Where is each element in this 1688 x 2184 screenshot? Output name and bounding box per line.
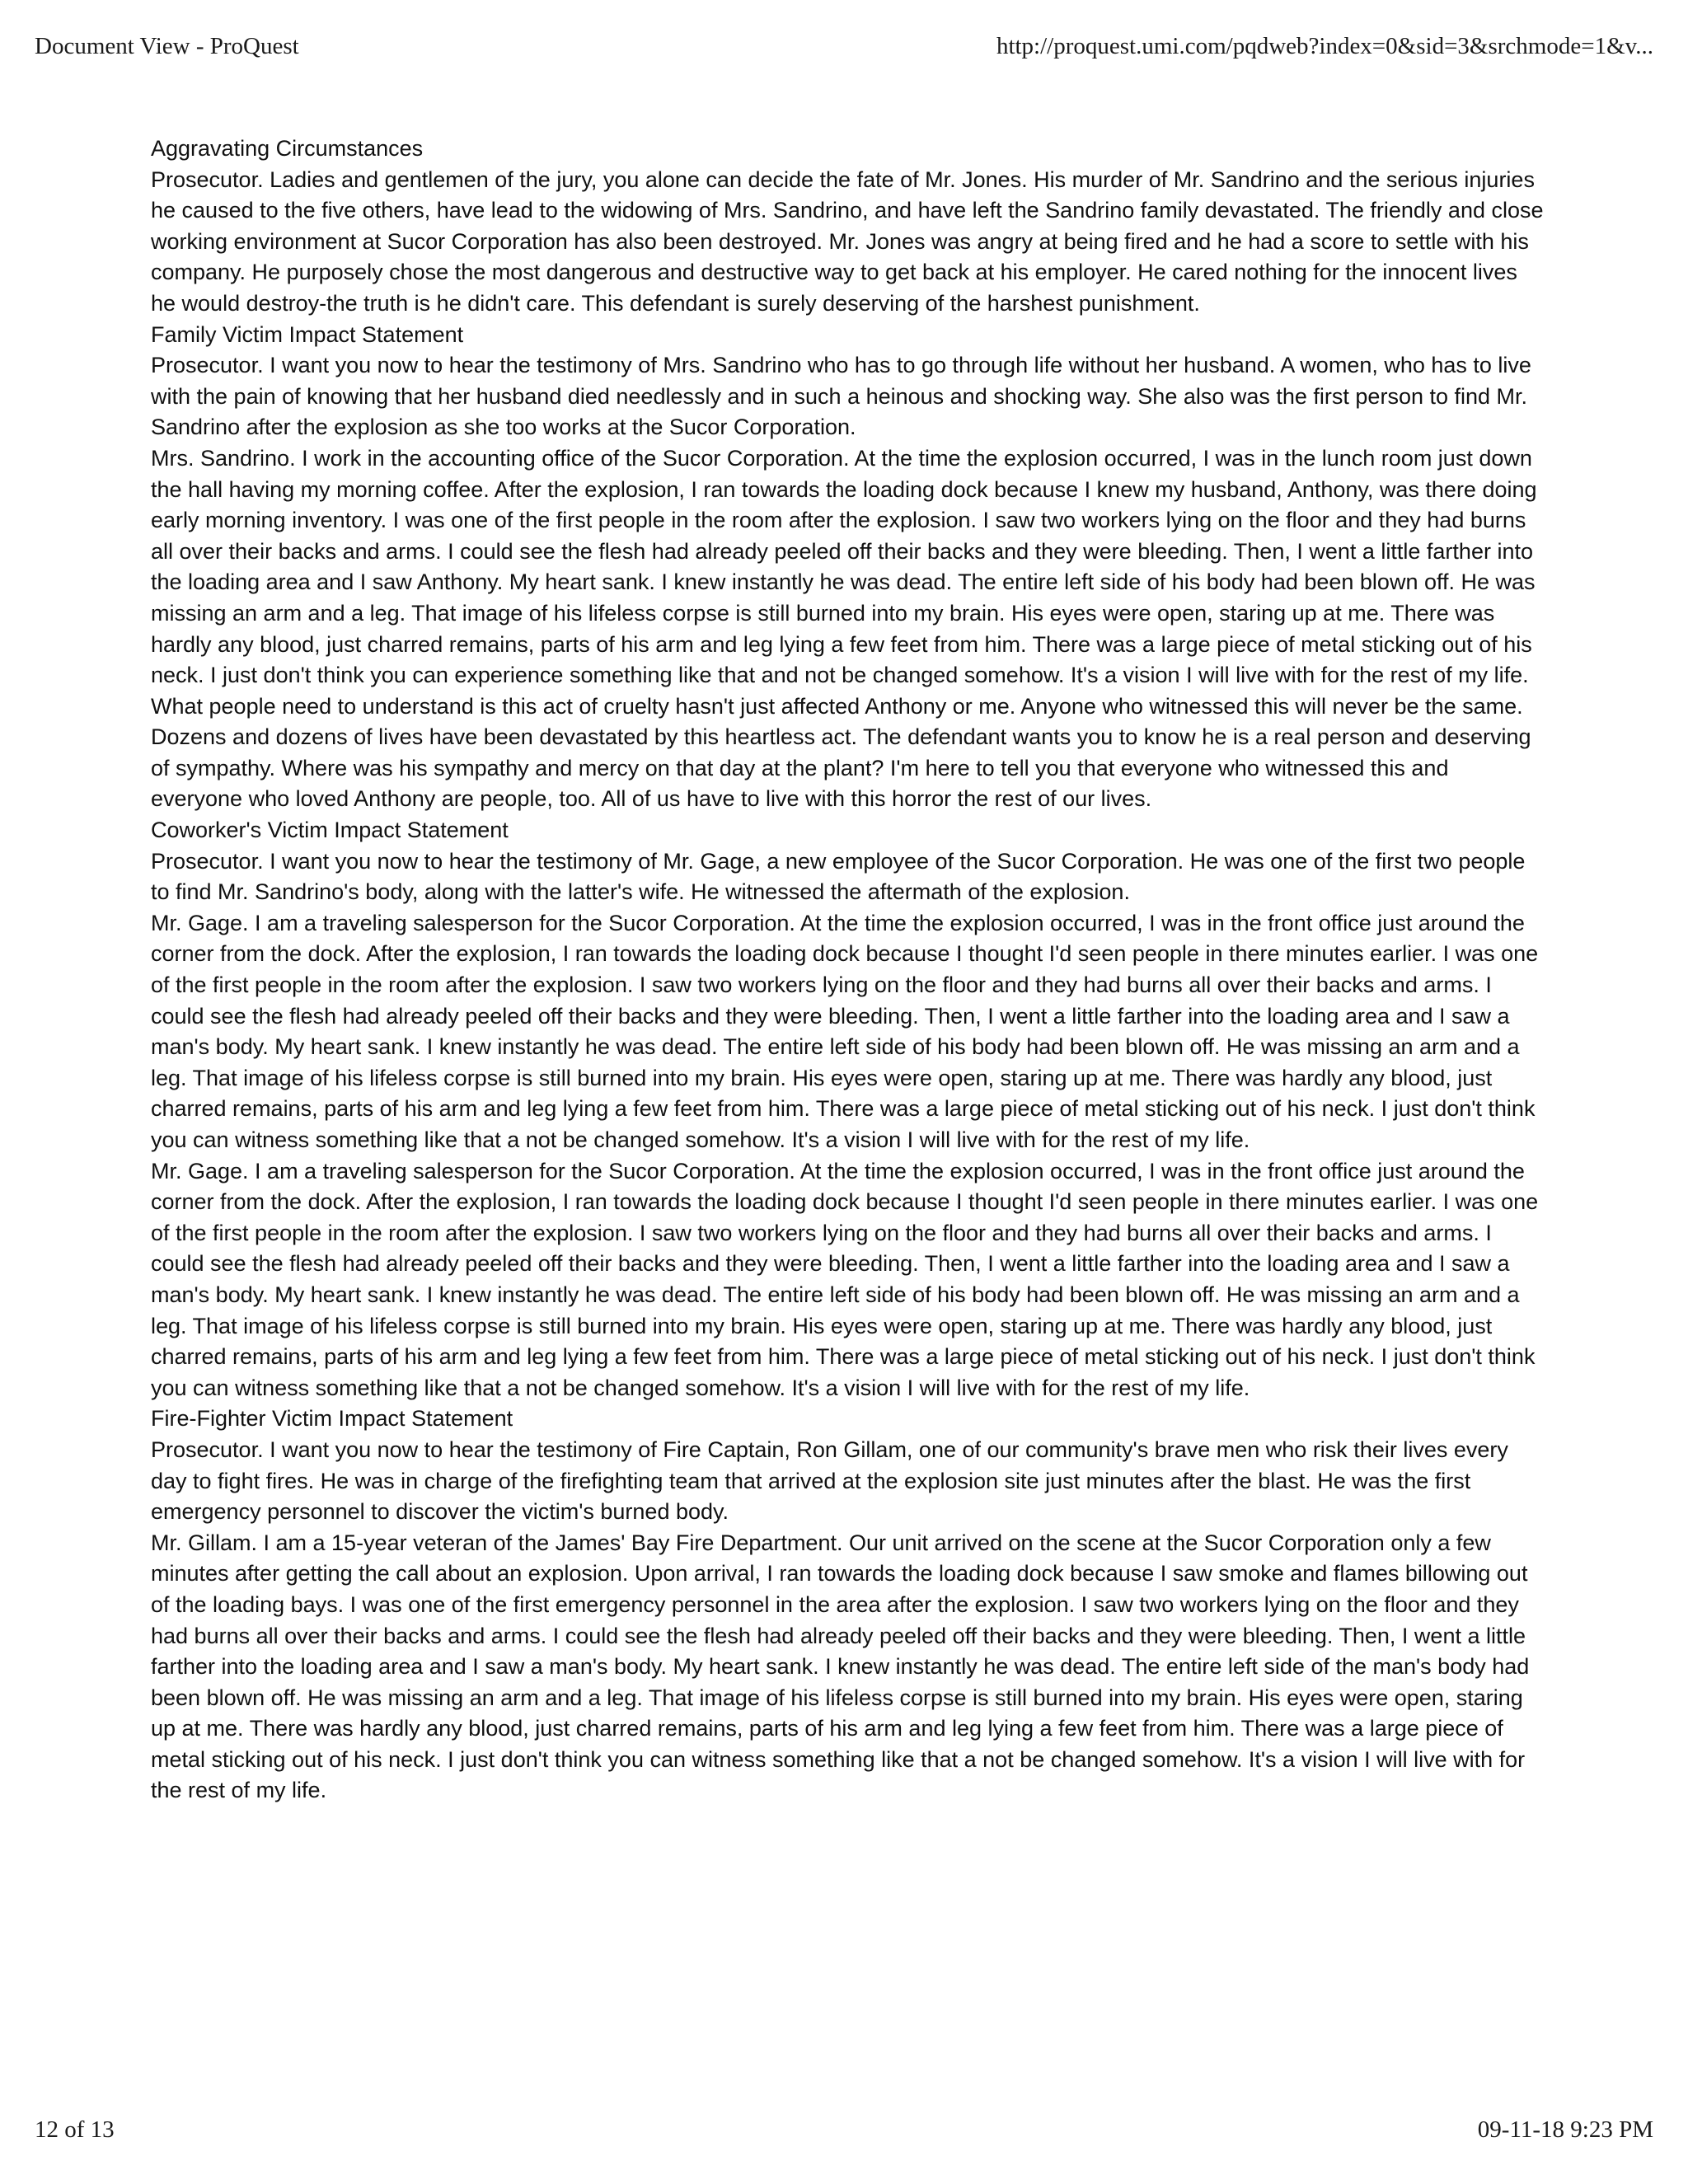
section-heading-coworker: Coworker's Victim Impact Statement bbox=[151, 818, 509, 843]
page-title: Document View - ProQuest bbox=[35, 33, 299, 59]
print-datetime: 09-11-18 9:23 PM bbox=[1477, 2116, 1653, 2143]
paragraph-mr-gillam-testimony: Mr. Gillam. I am a 15-year veteran of the James' Bay Fire Department. Our unit arrived on the scene at the Sucor Corporation only a few minutes after getting the call about an explosion. Upon arrival, I ran towards the loading dock because I saw smoke and flames billowing out of the loading bays. I was one of the first emergency personnel in the area after the explosion. I saw two workers lying on the floor and they had burns all over their backs and arms. I could see the flesh had already peeled off their backs and they were bleeding. Then, I went a little farther into the loading area and I saw a man's body. My heart sank. I knew instantly he was dead. The entire left side of the man's body had been blown off. He was missing an arm and a leg. That image of his lifeless corpse is still burned into my brain. His eyes were open, staring up at me. There was hardly any blood, just charred remains, parts of his arm and leg lying a few feet from him. There was a large piece of metal sticking out of his neck. I just don't think you can witness something like that a not be changed somehow. It's a vision I will live with for the rest of my life. bbox=[151, 1530, 1530, 1803]
paragraph-prosecutor-closing: Prosecutor. Ladies and gentlemen of the jury, you alone can decide the fate of Mr. Jones. His murder of Mr. Sandrino and the serious injuries he caused to the five others, have lead to the widowing of Mrs. Sandrino, and have left the Sandrino family devastated. The friendly and close working environment at Sucor Corporation has also been destroyed. Mr. Jones was angry at being fired and he had a score to settle with his company. He purposely chose the most dangerous and destructive way to get back at his employer. He cared nothing for the innocent lives he would destroy-the truth is he didn't care. This defendant is surely deserving of the harshest punishment. bbox=[151, 166, 1544, 316]
section-heading-aggravating: Aggravating Circumstances bbox=[151, 136, 424, 161]
paragraph-prosecutor-family: Prosecutor. I want you now to hear the testimony of Mrs. Sandrino who has to go through life without her husband. A women, who has to live with the pain of knowing that her husband died needlessly and in such a heinous and shocking way. She also was the first person to find Mr. Sandrino after the explosion as she too works at the Sucor Corporation. bbox=[151, 353, 1531, 440]
paragraph-mrs-sandrino-continued: What people need to understand is this act of cruelty hasn't just affected Anthony or me. Anyone who witnessed this will never be the same. Dozens and dozens of lives have been devastated by this heartless act. The defendant wants you to know he is a real person and deserving of sympathy. Where was his sympathy and mercy on that day at the plant? I'm here to tell you that everyone who witnessed this and everyone who loved Anthony are people, too. All of us have to live with this horror the rest of our lives. bbox=[151, 693, 1531, 812]
page-number: 12 of 13 bbox=[35, 2116, 115, 2143]
paragraph-mr-gage-testimony: Mr. Gage. I am a traveling salesperson for the Sucor Corporation. At the time the explosion occurred, I was in the front office just around the corner from the dock. After the explosion, I ran towards the loading dock because I thought I'd seen people in there minutes earlier. I was one of the first people in the room after the explosion. I saw two workers lying on the floor and they had burns all over their backs and arms. I could see the flesh had already peeled off their backs and they were bleeding. Then, I went a little farther into the loading area and I saw a man's body. My heart sank. I knew instantly he was dead. The entire left side of his body had been blown off. He was missing an arm and a leg. That image of his lifeless corpse is still burned into my brain. His eyes were open, staring up at me. There was hardly any blood, just charred remains, parts of his arm and leg lying a few feet from him. There was a large piece of metal sticking out of his neck. I just don't think you can witness something like that a not be changed somehow. It's a vision I will live with for the rest of my life. bbox=[151, 910, 1539, 1152]
paragraph-mrs-sandrino-testimony: Mrs. Sandrino. I work in the accounting office of the Sucor Corporation. At the time the explosion occurred, I was in the lunch room just down the hall having my morning coffee. After the explosion, I ran towards the loading dock because I knew my husband, Anthony, was there doing early morning inventory. I was one of the first people in the room after the explosion. I saw two workers lying on the floor and they had burns all over their backs and arms. I could see the flesh had already peeled off their backs and they were bleeding. Then, I went a little farther into the loading area and I saw Anthony. My heart sank. I knew instantly he was dead. The entire left side of his body had been blown off. He was missing an arm and a leg. That image of his lifeless corpse is still burned into my brain. His eyes were open, staring up at me. There was hardly any blood, just charred remains, parts of his arm and leg lying a few feet from him. There was a large piece of metal sticking out of his neck. I just don't think you can experience something like that and not be changed somehow. It's a vision I will live with for the rest of my life. bbox=[151, 445, 1537, 688]
paragraph-mr-gage-testimony-repeat: Mr. Gage. I am a traveling salesperson for the Sucor Corporation. At the time the explosion occurred, I was in the front office just around the corner from the dock. After the explosion, I ran towards the loading dock because I thought I'd seen people in there minutes earlier. I was one of the first people in the room after the explosion. I saw two workers lying on the floor and they had burns all over their backs and arms. I could see the flesh had already peeled off their backs and they were bleeding. Then, I went a little farther into the loading area and I saw a man's body. My heart sank. I knew instantly he was dead. The entire left side of his body had been blown off. He was missing an arm and a leg. That image of his lifeless corpse is still burned into my brain. His eyes were open, staring up at me. There was hardly any blood, just charred remains, parts of his arm and leg lying a few feet from him. There was a large piece of metal sticking out of his neck. I just don't think you can witness something like that a not be changed somehow. It's a vision I will live with for the rest of my life. bbox=[151, 1158, 1539, 1400]
document-body bbox=[151, 134, 1544, 1807]
section-heading-family: Family Victim Impact Statement bbox=[151, 321, 464, 347]
page-url: http://proquest.umi.com/pqdweb?index=0&sid=3&srchmode=1&v... bbox=[996, 33, 1653, 59]
paragraph-prosecutor-coworker: Prosecutor. I want you now to hear the testimony of Mr. Gage, a new employee of the Sucor Corporation. He was one of the first two people to find Mr. Sandrino's body, along with the latter's wife. He witnessed the aftermath of the explosion. bbox=[151, 848, 1526, 905]
section-heading-firefighter: Fire-Fighter Victim Impact Statement bbox=[151, 1406, 513, 1432]
paragraph-prosecutor-firefighter: Prosecutor. I want you now to hear the testimony of Fire Captain, Ron Gillam, one of our community's brave men who risk their lives every day to fight fires. He was in charge of the firefighting team that arrived at the explosion site just minutes after the blast. He was the first emergency personnel to discover the victim's burned body. bbox=[151, 1436, 1508, 1525]
